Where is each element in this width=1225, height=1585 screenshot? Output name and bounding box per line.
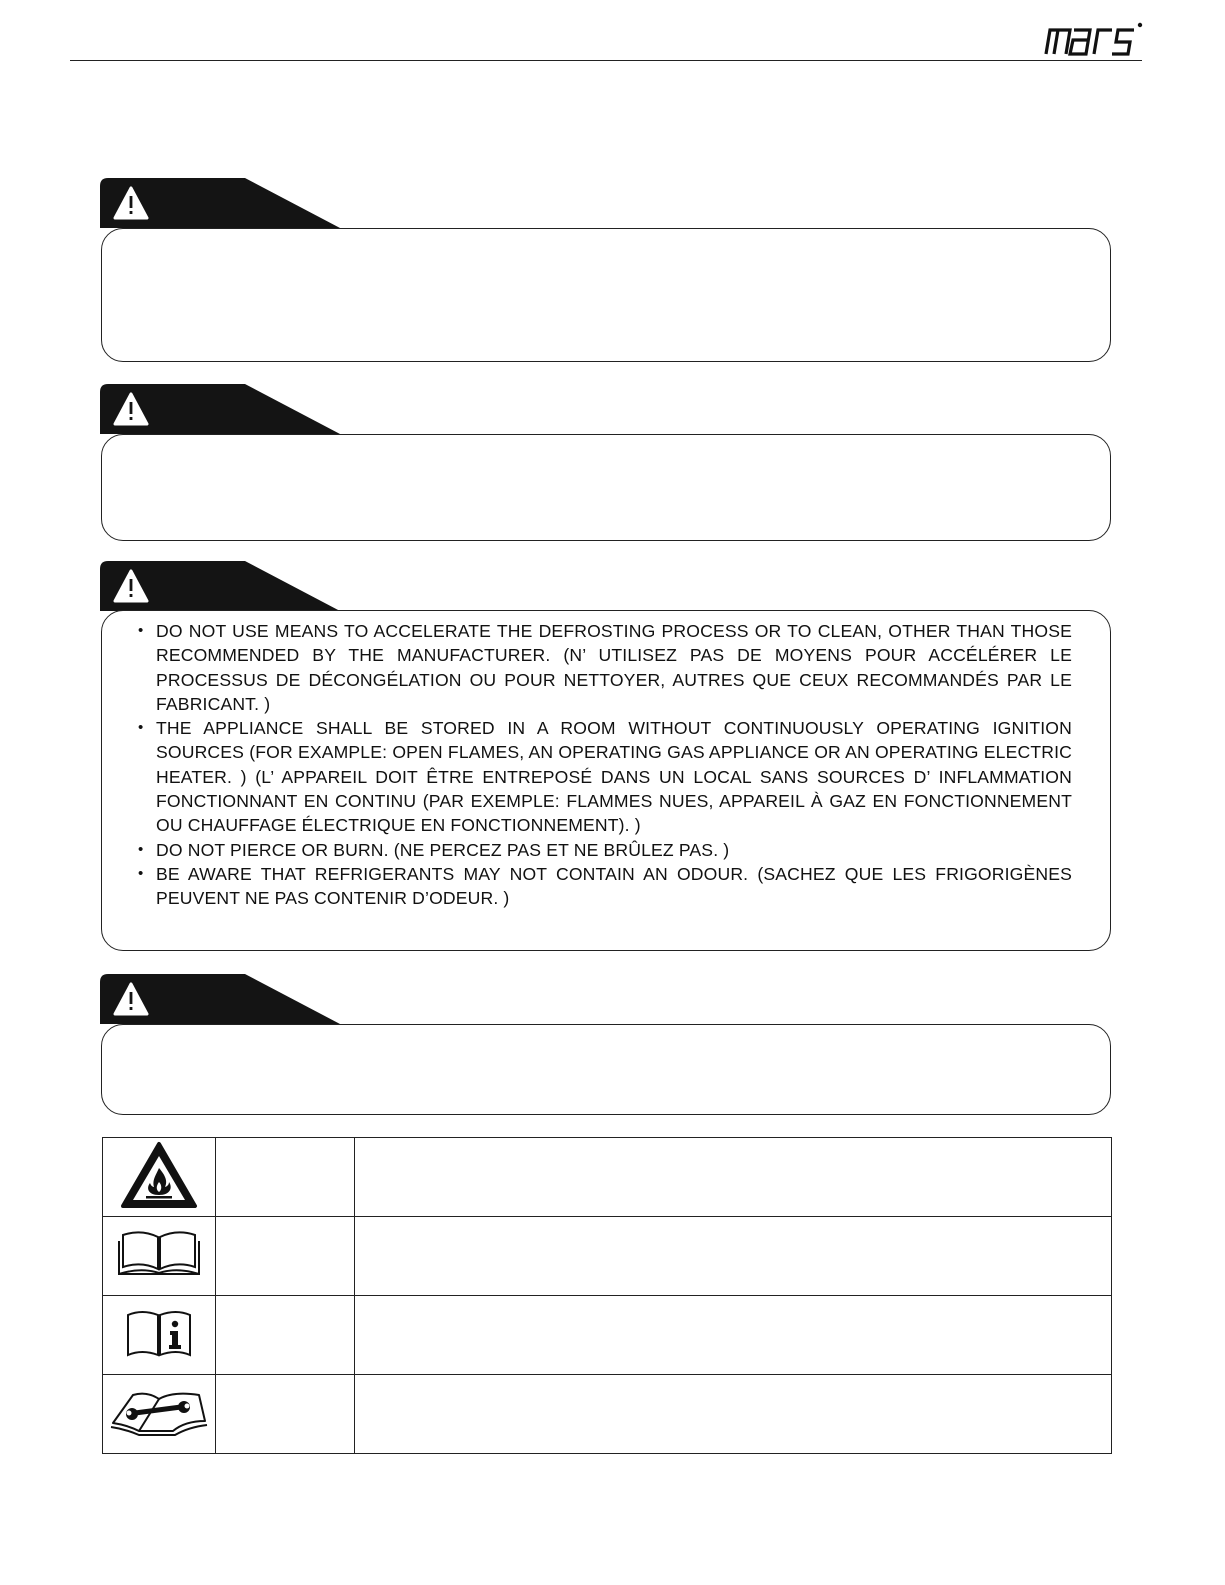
warning-box-3	[101, 610, 1111, 951]
symbol-icon-cell	[103, 1217, 216, 1296]
table-row	[103, 1375, 1112, 1454]
symbol-icon-cell	[103, 1296, 216, 1375]
symbol-icon-cell	[103, 1138, 216, 1217]
symbol-description	[355, 1217, 1112, 1296]
warning-tab	[100, 178, 350, 230]
table-row	[103, 1138, 1112, 1217]
brand-logo	[1040, 20, 1144, 60]
manual-info-icon	[124, 1307, 194, 1359]
warning-item: • DO NOT PIERCE OR BURN. (NE PERCEZ PAS ET NE BRÛLEZ PAS. )	[138, 838, 1072, 862]
symbol-name	[216, 1138, 355, 1217]
warning-tab	[100, 561, 350, 613]
table-row	[103, 1296, 1112, 1375]
symbol-name	[216, 1375, 355, 1454]
symbol-description	[355, 1138, 1112, 1217]
symbol-name	[216, 1296, 355, 1375]
flammable-warning-icon	[119, 1140, 199, 1210]
warning-item: • THE APPLIANCE SHALL BE STORED IN A ROOM WITHOUT CONTINUOUSLY OPERATING IGNITION SOURCES (FOR EXAMPLE: OPEN FLAMES, AN OPERATING GAS APPLIANCE OR AN OPERATING ELECTRIC HEATER. ) (L’ APPAREIL DOIT ÊTRE ENTREPOSÉ DANS UN LOCAL SANS SOURCES D’ INFLAMMATION FONCTIONNANT EN CONTINU (PAR EXEMPLE: FLAMMES NUES, APPAREIL À GAZ EN FONCTIONNEMENT OU CHAUFFAGE ÉLECTRIQUE EN FONCTIONNEMENT). )	[138, 716, 1072, 837]
symbol-name	[216, 1217, 355, 1296]
warning-box-2	[101, 434, 1111, 541]
warning-box-1	[101, 228, 1111, 362]
symbol-icon-cell	[103, 1375, 216, 1454]
warning-list	[102, 611, 1110, 919]
warning-tab	[100, 974, 350, 1026]
header-rule	[70, 60, 1142, 61]
warning-item: • BE AWARE THAT REFRIGERANTS MAY NOT CONTAIN AN ODOUR. (SACHEZ QUE LES FRIGORIGÈNES PEUVENT NE PAS CONTENIR D’ODEUR. )	[138, 862, 1072, 911]
service-manual-wrench-icon	[109, 1387, 209, 1437]
symbol-description	[355, 1296, 1112, 1375]
warning-tab	[100, 384, 350, 436]
symbol-description	[355, 1375, 1112, 1454]
warning-item: • DO NOT USE MEANS TO ACCELERATE THE DEFROSTING PROCESS OR TO CLEAN, OTHER THAN THOSE RECOMMENDED BY THE MANUFACTURER. (N’ UTILISEZ PAS DE MOYENS POUR ACCÉLÉRER LE PROCESSUS DE DÉCONGÉLATION OU POUR NETTOYER, AUTRES QUE CEUX RECOMMANDÉS PAR LE FABRICANT. )	[138, 619, 1072, 716]
symbol-table	[102, 1137, 1112, 1454]
operation-manual-icon	[115, 1229, 203, 1279]
warning-box-4	[101, 1024, 1111, 1115]
table-row	[103, 1217, 1112, 1296]
